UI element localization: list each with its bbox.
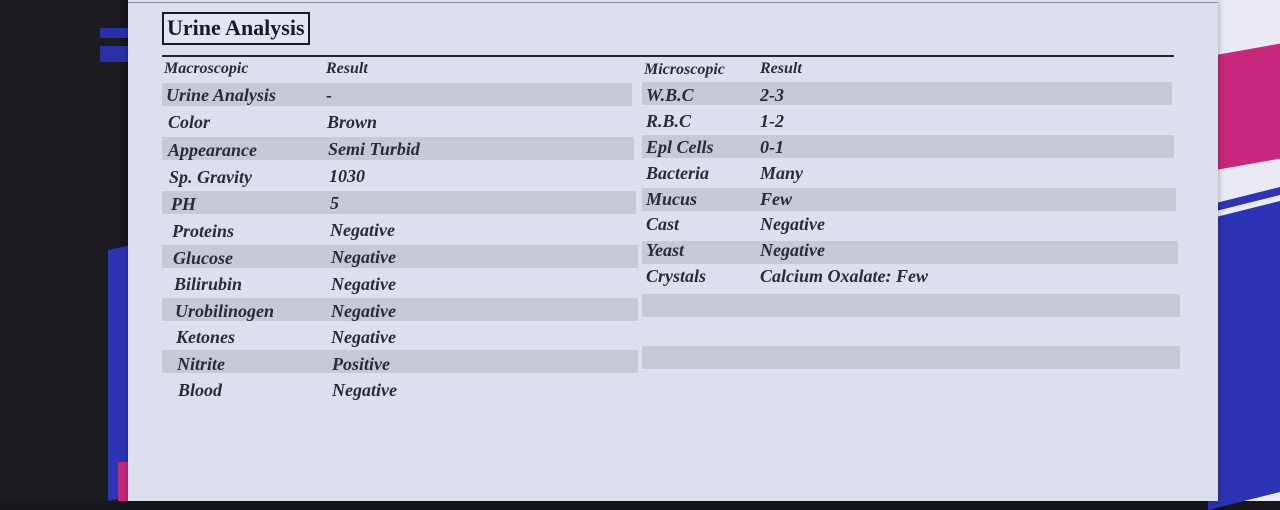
test-label: Sp. Gravity <box>169 167 252 187</box>
test-result: Brown <box>327 112 378 132</box>
test-result: 5 <box>330 193 339 213</box>
column-header: Microscopic <box>644 61 725 78</box>
test-result: Positive <box>332 354 390 374</box>
decor-pink-band <box>1208 44 1280 172</box>
row-shade <box>642 135 1174 158</box>
column-header: Result <box>760 60 802 77</box>
test-label: Appearance <box>168 140 257 160</box>
top-rule <box>128 2 1218 3</box>
test-result: 1030 <box>329 166 365 186</box>
test-label: Blood <box>178 380 223 400</box>
test-label: Bilirubin <box>174 274 243 294</box>
row-shade <box>642 294 1180 317</box>
test-result: Negative <box>330 220 395 240</box>
background-left <box>0 0 120 501</box>
test-result: Many <box>760 163 804 183</box>
decor-blue-band <box>1208 201 1280 510</box>
test-result: Few <box>760 189 793 209</box>
test-result: Negative <box>331 247 396 267</box>
test-label: Nitrite <box>177 354 225 374</box>
test-result: 2-3 <box>760 85 784 105</box>
test-result: Calcium Oxalate: Few <box>760 266 928 286</box>
test-label: Color <box>168 112 211 132</box>
row-shade <box>642 346 1180 369</box>
test-result: Negative <box>760 240 825 260</box>
test-label: Mucus <box>646 189 698 209</box>
test-label: Yeast <box>646 240 684 260</box>
test-result: - <box>326 85 332 105</box>
row-shade <box>642 241 1178 264</box>
row-shade <box>162 350 638 373</box>
row-shade <box>642 82 1172 105</box>
report-sheet <box>128 0 1218 501</box>
column-header: Macroscopic <box>164 60 249 77</box>
test-result: 1-2 <box>760 111 784 131</box>
section-title: Urine Analysis <box>162 12 310 45</box>
test-label: Bacteria <box>646 163 709 183</box>
test-result: Negative <box>760 214 825 234</box>
test-result: Semi Turbid <box>328 139 420 159</box>
test-result: Negative <box>331 274 396 294</box>
header-rule <box>162 55 1174 57</box>
test-label: Urine Analysis <box>166 85 276 105</box>
test-label: Cast <box>646 214 680 234</box>
test-label: Glucose <box>173 248 233 268</box>
test-label: Proteins <box>172 221 235 241</box>
row-shade <box>162 245 638 268</box>
test-result: Negative <box>331 301 396 321</box>
test-label: Epl Cells <box>646 137 714 157</box>
column-header: Result <box>326 60 368 77</box>
test-label: PH <box>171 194 196 214</box>
test-label: R.B.C <box>646 111 692 131</box>
test-result: Negative <box>332 380 397 400</box>
test-label: Urobilinogen <box>175 301 275 321</box>
test-result: Negative <box>331 327 396 347</box>
row-shade <box>162 191 636 214</box>
test-label: Ketones <box>176 327 236 347</box>
test-label: Crystals <box>646 266 707 286</box>
test-label: W.B.C <box>646 85 694 105</box>
test-result: 0-1 <box>760 137 784 157</box>
row-shade <box>642 188 1176 211</box>
